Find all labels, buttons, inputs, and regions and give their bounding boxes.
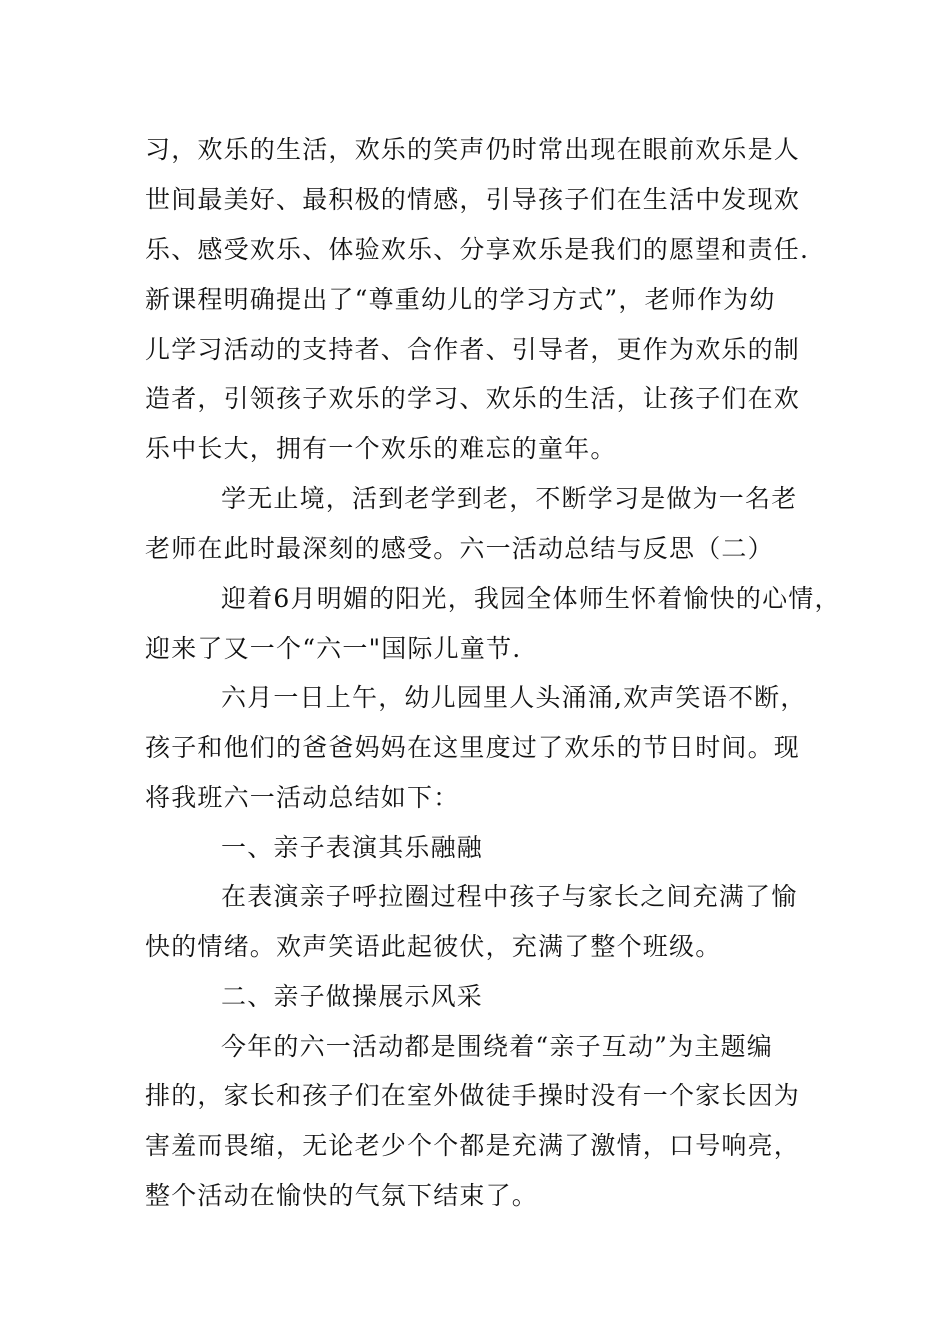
paragraph-first-line: 今年的六一活动都是围绕着“亲子互动”为主题编 [221,1032,773,1061]
text-line: 老师在此时最深刻的感受。六一活动总结与反思（二） [145,534,774,563]
paragraph-first-line: 在表演亲子呼拉圈过程中孩子与家长之间充满了愉 [221,882,798,911]
text-line: 将我班六一活动总结如下： [145,783,460,812]
paragraph-first-line: 学无止境，活到老学到老，不断学习是做为一名老 [221,484,798,513]
text-line: 世间最美好、最积极的情感，引导孩子们在生活中发现欢 [145,185,801,214]
text-line: 整个活动在愉快的气氛下结束了。 [145,1181,539,1210]
paragraph-first-line: 迎着6月明媚的阳光，我园全体师生怀着愉快的心情， [221,584,841,613]
text-line: 造者，引领孩子欢乐的学习、欢乐的生活，让孩子们在欢 [145,384,801,413]
text-line: 孩子和他们的爸爸妈妈在这里度过了欢乐的节日时间。现 [145,733,801,762]
text-line: 儿学习活动的支持者、合作者、引导者，更作为欢乐的制 [145,335,801,364]
text-line: 新课程明确提出了“尊重幼儿的学习方式”，老师作为幼 [145,285,776,314]
section-heading: 一、亲子表演其乐融融 [221,833,484,862]
text-line: 习，欢乐的生活，欢乐的笑声仍时常出现在眼前欢乐是人 [145,135,801,164]
text-line: 乐、感受欢乐、体验欢乐、分享欢乐是我们的愿望和责任. [145,235,810,264]
text-line: 快的情绪。欢声笑语此起彼伏，充满了整个班级。 [145,932,722,961]
text-line: 排的，家长和孩子们在室外做徒手操时没有一个家长因为 [145,1081,801,1110]
text-line: 害羞而畏缩，无论老少个个都是充满了激情，口号响亮， [145,1131,801,1160]
section-heading: 二、亲子做操展示风采 [221,982,484,1011]
text-line: 乐中长大，拥有一个欢乐的难忘的童年。 [145,434,617,463]
text-line: 迎来了又一个“六一"国际儿童节. [145,634,522,663]
paragraph-first-line: 六月一日上午，幼儿园里人头涌涌,欢声笑语不断， [221,683,807,712]
